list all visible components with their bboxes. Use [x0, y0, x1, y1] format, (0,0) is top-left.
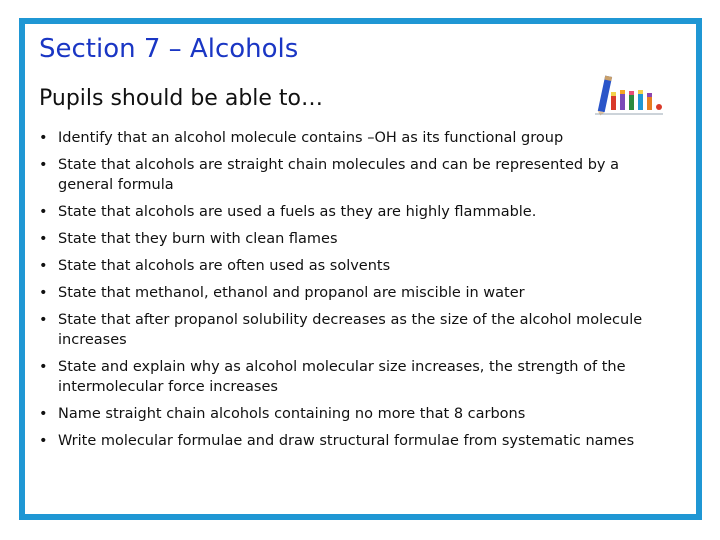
slide-title: Section 7 – Alcohols — [39, 34, 299, 64]
list-item: • State that they burn with clean flames — [39, 231, 338, 247]
bullet-dot-icon: • — [39, 157, 48, 173]
bullet-dot-icon: • — [39, 258, 48, 274]
list-item: • Identify that an alcohol molecule contains –OH as its functional group — [39, 130, 564, 146]
bullet-dot-icon: • — [39, 231, 48, 247]
list-item: • State that alcohols are often used as solvents — [39, 258, 391, 274]
slide-subtitle: Pupils should be able to… — [39, 86, 324, 111]
bullet-dot-icon: • — [39, 433, 48, 449]
list-item: • State that after propanol solubility decreases as the size of the alcohol molecule increases — [39, 312, 643, 348]
list-item: • State that alcohols are straight chain molecules and can be represented by a general formula — [39, 157, 619, 193]
objectives-list — [25, 128, 675, 458]
pencils-icon — [591, 70, 667, 116]
bullet-dot-icon: • — [39, 285, 48, 301]
bullet-dot-icon: • — [39, 312, 48, 328]
list-item: • State and explain why as alcohol molecular size increases, the strength of the intermolecular force increases — [39, 359, 626, 395]
bullet-dot-icon: • — [39, 406, 48, 422]
list-item: • Name straight chain alcohols containing no more that 8 carbons — [39, 406, 526, 422]
bullet-dot-icon: • — [39, 130, 48, 146]
list-item: • State that methanol, ethanol and propanol are miscible in water — [39, 285, 525, 301]
slide-frame — [19, 18, 702, 520]
list-item: • State that alcohols are used a fuels as they are highly flammable. — [39, 204, 537, 220]
bullet-dot-icon: • — [39, 359, 48, 375]
bullet-dot-icon: • — [39, 204, 48, 220]
list-item: • Write molecular formulae and draw structural formulae from systematic names — [39, 433, 635, 449]
